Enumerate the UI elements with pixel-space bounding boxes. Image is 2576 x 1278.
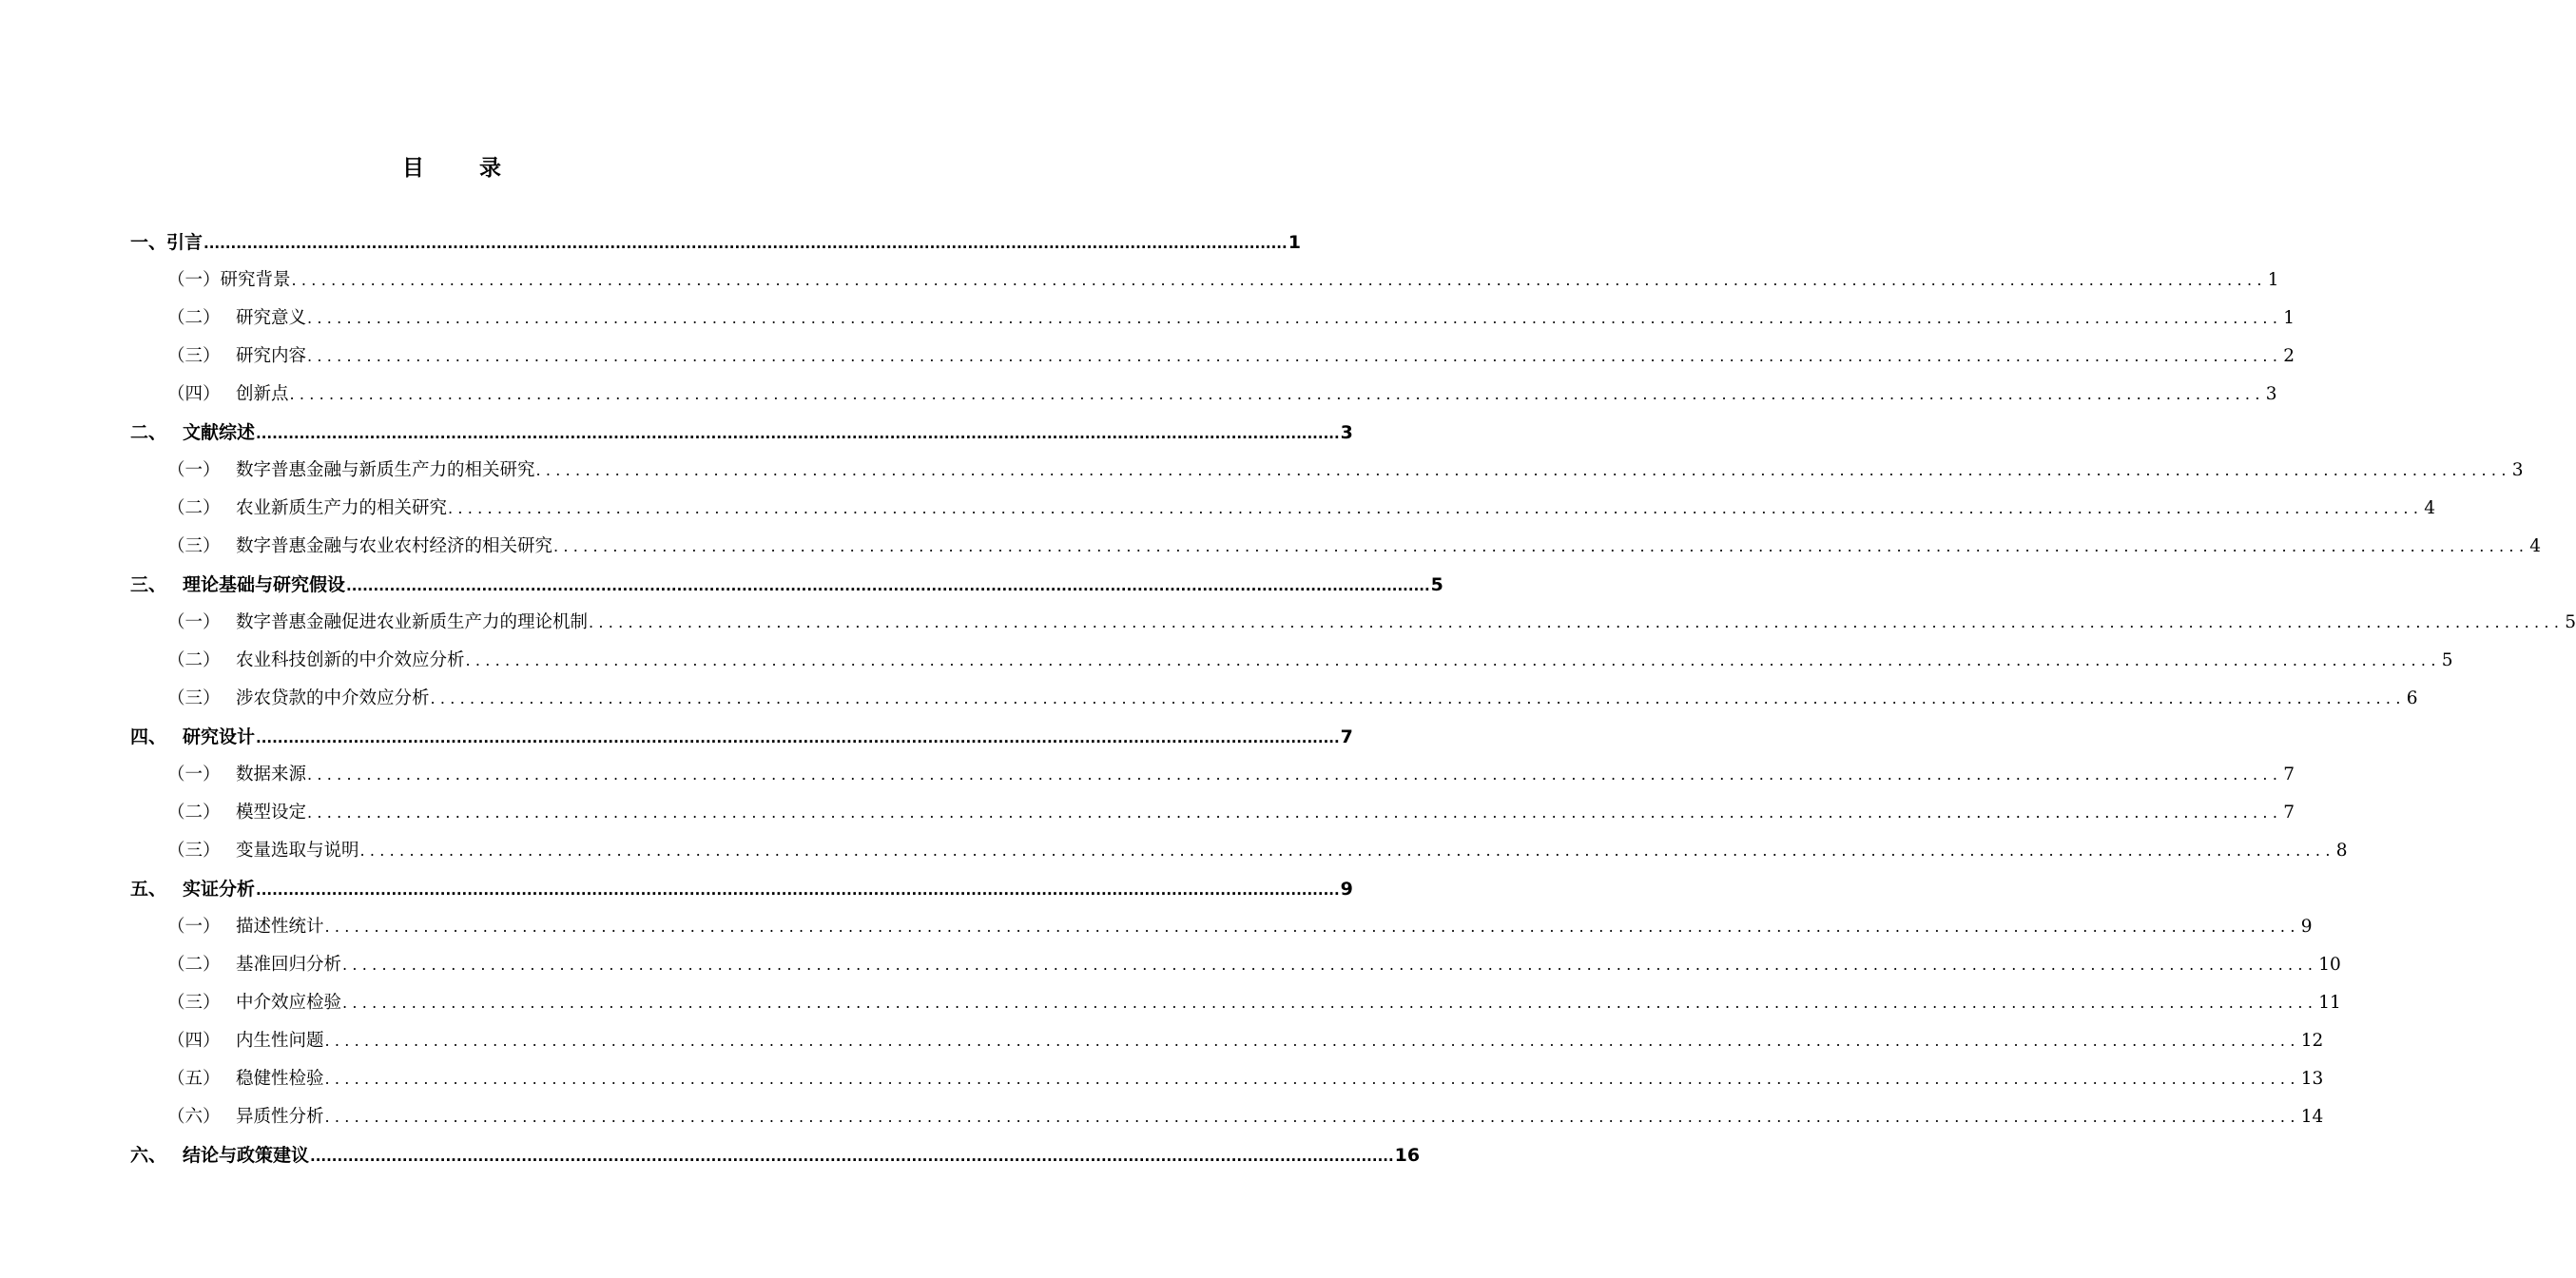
- toc-dot-leader: ........................................................................................................................................................................................................: [291, 271, 2267, 289]
- toc-dot-leader: ........................................................................................................................................................................................................: [307, 347, 2283, 365]
- toc-entry-page-number: 5: [2441, 650, 2453, 670]
- toc-dot-leader: ........................................................................................................................................................................................................: [256, 729, 1340, 746]
- toc-subsection-entry[interactable]: [167, 680, 2418, 718]
- toc-entry-page-number: 5: [2565, 612, 2576, 632]
- toc-entry-label: 农业科技创新的中介效应分析: [236, 650, 465, 670]
- toc-dot-leader: ........................................................................................................................................................................................................: [203, 235, 1288, 252]
- toc-dot-leader: ........................................................................................................................................................................................................: [346, 577, 1430, 594]
- toc-entry-number: （一）: [167, 917, 221, 937]
- toc-entry-number: （一）: [167, 460, 221, 480]
- toc-subsection-entry[interactable]: [167, 1060, 2324, 1098]
- toc-entry-label: 结论与政策建议: [183, 1145, 310, 1166]
- toc-dot-leader: ........................................................................................................................................................................................................: [359, 842, 2335, 860]
- toc-entry-page-number: 9: [1340, 879, 1353, 900]
- toc-subsection-entry[interactable]: [167, 376, 2277, 414]
- toc-subsection-entry[interactable]: [167, 908, 2313, 946]
- toc-entry-label: 数字普惠金融促进农业新质生产力的理论机制: [236, 612, 589, 632]
- toc-entry-label: 中介效应检验: [236, 993, 342, 1013]
- toc-subsection-entry[interactable]: [167, 300, 2295, 338]
- toc-entry-number: （二）: [167, 955, 221, 975]
- toc-entry-page-number: 9: [2300, 917, 2313, 937]
- toc-entry-number: （三）: [167, 346, 221, 366]
- toc-entry-number: （六）: [167, 1107, 221, 1127]
- toc-entry-label: 实证分析: [183, 879, 256, 900]
- toc-subsection-entry[interactable]: [167, 946, 2341, 984]
- toc-entry-label: 涉农贷款的中介效应分析: [236, 688, 430, 708]
- toc-dot-leader: ........................................................................................................................................................................................................: [589, 613, 2565, 631]
- toc-section-entry[interactable]: [130, 718, 1353, 756]
- toc-entry-number: （五）: [167, 1069, 221, 1089]
- toc-entry-number: 六、: [130, 1145, 167, 1166]
- toc-entry-page-number: 2: [2283, 346, 2295, 366]
- toc-subsection-entry[interactable]: [167, 642, 2453, 680]
- toc-entry-number: （一）: [167, 765, 221, 784]
- toc-entry-number: （一）: [167, 612, 221, 632]
- toc-subsection-entry[interactable]: [167, 794, 2295, 832]
- toc-title: [0, 150, 903, 182]
- toc-entry-page-number: 7: [2283, 803, 2295, 823]
- toc-entry-number: （四）: [167, 1031, 221, 1051]
- toc-subsection-entry[interactable]: [167, 1098, 2324, 1136]
- toc-subsection-entry[interactable]: [167, 832, 2348, 870]
- toc-entry-label: 异质性分析: [236, 1107, 324, 1127]
- toc-title-char-1: 目: [402, 156, 424, 181]
- toc-dot-leader: ........................................................................................................................................................................................................: [307, 804, 2283, 822]
- toc-dot-leader: ........................................................................................................................................................................................................: [256, 425, 1340, 442]
- toc-dot-leader: ........................................................................................................................................................................................................: [342, 956, 2318, 974]
- toc-entry-page-number: 7: [2283, 765, 2295, 784]
- toc-section-entry[interactable]: [130, 870, 1353, 908]
- toc-entry-number: （三）: [167, 993, 221, 1013]
- toc-dot-leader: ........................................................................................................................................................................................................: [324, 1070, 2300, 1088]
- toc-entry-page-number: 13: [2300, 1069, 2324, 1089]
- toc-dot-leader: ........................................................................................................................................................................................................: [307, 765, 2283, 784]
- toc-entry-page-number: 16: [1394, 1145, 1421, 1166]
- toc-entry-label: 变量选取与说明: [236, 841, 359, 861]
- toc-entry-page-number: 10: [2318, 955, 2341, 975]
- toc-dot-leader: ........................................................................................................................................................................................................: [553, 537, 2529, 555]
- toc-title-char-2: 录: [479, 156, 501, 181]
- toc-dot-leader: ........................................................................................................................................................................................................: [324, 918, 2300, 936]
- toc-subsection-entry[interactable]: [167, 1022, 2324, 1060]
- toc-entry-page-number: 14: [2300, 1107, 2324, 1127]
- toc-entry-number: 三、: [130, 574, 167, 595]
- toc-section-entry[interactable]: [130, 223, 1301, 261]
- toc-dot-leader: ........................................................................................................................................................................................................: [465, 651, 2441, 669]
- toc-subsection-entry[interactable]: [167, 604, 2576, 642]
- toc-entry-label: 内生性问题: [236, 1031, 324, 1051]
- toc-dot-leader: ........................................................................................................................................................................................................: [430, 689, 2406, 707]
- toc-subsection-entry[interactable]: [167, 984, 2341, 1022]
- toc-entry-page-number: 1: [1288, 232, 1301, 253]
- toc-entry-number: （三）: [167, 688, 221, 708]
- toc-entry-number: 四、: [130, 726, 167, 747]
- toc-dot-leader: ........................................................................................................................................................................................................: [324, 1032, 2300, 1050]
- toc-entry-label: 创新点: [236, 384, 289, 404]
- toc-subsection-entry[interactable]: [167, 490, 2435, 528]
- toc-entry-label: 描述性统计: [236, 917, 324, 937]
- toc-entry-page-number: 3: [1340, 422, 1353, 443]
- toc-entry-number: （二）: [167, 308, 221, 328]
- toc-entry-number: （二）: [167, 650, 221, 670]
- toc-dot-leader: ........................................................................................................................................................................................................: [307, 309, 2283, 327]
- toc-entry-label: 文献综述: [183, 422, 256, 443]
- toc-entry-page-number: 6: [2406, 688, 2418, 708]
- toc-entry-number: （二）: [167, 498, 221, 518]
- toc-section-entry[interactable]: [130, 414, 1353, 452]
- toc-entry-page-number: 12: [2300, 1031, 2324, 1051]
- toc-entry-label: 模型设定: [236, 803, 307, 823]
- toc-dot-leader: ........................................................................................................................................................................................................: [448, 499, 2424, 517]
- toc-entry-label: 农业新质生产力的相关研究: [236, 498, 448, 518]
- toc-entry-number: 一、: [130, 232, 167, 253]
- toc-subsection-entry[interactable]: [167, 452, 2524, 490]
- toc-entry-page-number: 1: [2283, 308, 2295, 328]
- toc-entry-label: 稳健性检验: [236, 1069, 324, 1089]
- toc-section-entry[interactable]: [130, 566, 1443, 604]
- toc-dot-leader: ........................................................................................................................................................................................................: [535, 461, 2511, 479]
- toc-subsection-entry[interactable]: [167, 528, 2541, 566]
- toc-entry-page-number: 8: [2335, 841, 2348, 861]
- toc-entry-label: 研究背景: [220, 270, 291, 290]
- toc-entry-label: 研究内容: [236, 346, 307, 366]
- toc-dot-leader: ........................................................................................................................................................................................................: [289, 385, 2265, 403]
- toc-entry-page-number: 3: [2511, 460, 2524, 480]
- toc-entry-page-number: 7: [1340, 726, 1353, 747]
- toc-entry-page-number: 5: [1430, 574, 1443, 595]
- toc-section-entry[interactable]: [130, 1136, 1421, 1174]
- toc-entry-number: （三）: [167, 841, 221, 861]
- toc-entry-label: 研究设计: [183, 726, 256, 747]
- toc-entry-page-number: 11: [2318, 993, 2341, 1013]
- toc-entry-number: （四）: [167, 384, 221, 404]
- toc-entry-label: 基准回归分析: [236, 955, 342, 975]
- toc-subsection-entry[interactable]: [167, 261, 2279, 300]
- toc-entry-page-number: 3: [2265, 384, 2277, 404]
- toc-dot-leader: ........................................................................................................................................................................................................: [324, 1108, 2300, 1126]
- toc-entry-number: （三）: [167, 536, 221, 556]
- toc-entry-label: 数据来源: [236, 765, 307, 784]
- toc-entry-label: 数字普惠金融与新质生产力的相关研究: [236, 460, 535, 480]
- toc-dot-leader: ........................................................................................................................................................................................................: [310, 1148, 1394, 1165]
- toc-dot-leader: ........................................................................................................................................................................................................: [342, 994, 2318, 1012]
- toc-entry-number: 二、: [130, 422, 167, 443]
- toc-entry-label: 理论基础与研究假设: [183, 574, 346, 595]
- toc-entry-number: 五、: [130, 879, 167, 900]
- toc-entry-label: 引言: [166, 232, 203, 253]
- toc-dot-leader: ........................................................................................................................................................................................................: [256, 881, 1340, 899]
- toc-subsection-entry[interactable]: [167, 338, 2295, 376]
- toc-entry-number: （二）: [167, 803, 221, 823]
- toc-entry-page-number: 4: [2529, 536, 2541, 556]
- toc-entry-page-number: 1: [2267, 270, 2279, 290]
- toc-entry-label: 研究意义: [236, 308, 307, 328]
- toc-entry-number: （一）: [167, 270, 221, 290]
- toc-entry-page-number: 4: [2424, 498, 2435, 518]
- toc-subsection-entry[interactable]: [167, 756, 2295, 794]
- toc-entry-label: 数字普惠金融与农业农村经济的相关研究: [236, 536, 553, 556]
